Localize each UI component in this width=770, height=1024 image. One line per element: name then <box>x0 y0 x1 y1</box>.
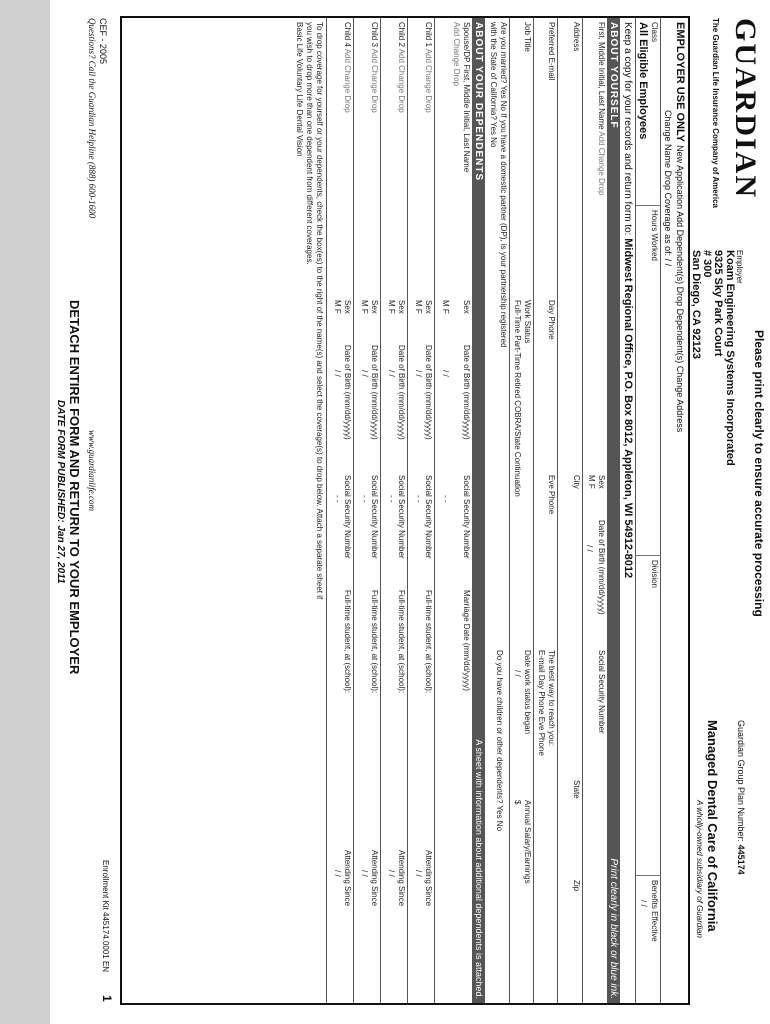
child-3-sex-options[interactable]: M F <box>360 300 369 314</box>
your-name-label: First, Middle Initial, Last Name Add Change Drop <box>597 22 606 196</box>
child-2-row: Child 2 Add Change Drop <box>397 22 406 113</box>
child-1-ssn-value[interactable]: - - <box>414 495 423 503</box>
child-1-sex-options[interactable]: M F <box>414 300 423 314</box>
employer-address-1: 9325 Sky Park Court <box>712 250 724 357</box>
hours-worked-label: Hours Worked <box>650 210 659 261</box>
left-gray-strip <box>0 0 50 1024</box>
spouse-sex-options[interactable]: M F <box>441 300 450 314</box>
spouse-sex-label: Sex <box>462 300 471 314</box>
product-subtitle: A wholly-owned subsidiary of Guardian <box>695 800 704 938</box>
child-2-attending-value[interactable]: / / <box>387 870 396 877</box>
child-1-student[interactable]: Full-time student, at (school): <box>424 590 433 694</box>
child-2-dob-value[interactable]: / / <box>387 370 396 377</box>
child-1-row: Child 1 Add Change Drop <box>424 22 433 113</box>
child-4-dob-value[interactable]: / / <box>333 370 342 377</box>
plan-number-label: Guardian Group Plan Number: 445174 <box>736 720 746 875</box>
employer-use-only: EMPLOYER USE ONLY New Application Add Dependent(s) Drop Dependent(s) Change Address <box>674 22 686 433</box>
employer-use-options-2: Change Name Drop Coverage as of: / / <box>663 110 673 267</box>
spouse-options[interactable]: Add Change Drop <box>452 22 461 87</box>
spouse-ssn-label: Social Security Number <box>462 475 471 559</box>
child-3-row: Child 3 Add Change Drop <box>370 22 379 113</box>
published-date: DATE FORM PUBLISHED: Jan 27, 2011 <box>55 400 66 584</box>
zip-label: Zip <box>572 880 581 892</box>
work-status-label: Work Status <box>523 300 532 344</box>
print-note: Please print clearly to ensure accurate processing <box>752 330 766 617</box>
child-4-student[interactable]: Full-time student, at (school): <box>343 590 352 694</box>
product-name: Managed Dental Care of California <box>705 720 720 932</box>
spouse-dob-value[interactable]: / / <box>441 370 450 377</box>
state-label: State <box>572 780 581 799</box>
dependents-header: ABOUT YOUR DEPENDENTS A sheet with information about additional dependents is attached. <box>472 18 485 1003</box>
best-way-label: The best way to reach you: <box>547 650 556 747</box>
company-name: The Guardian Life Insurance Company of America <box>711 18 720 208</box>
drop-instructions: To drop coverage for yourself or your dependents, check the box(es) to the right of the name(s) and select the coverage(s) to drop below. Attach a separate sheet if <box>315 22 324 600</box>
enrollment-form-page <box>50 0 770 1024</box>
child-3-ssn-label: Social Security Number <box>370 475 379 559</box>
child-2-attending-label: Attending Since <box>397 850 406 907</box>
class-value: All Eligible Employees <box>637 22 649 140</box>
work-status-options[interactable]: Full-Time Part-Time Retired COBRA/State Continuation <box>513 300 522 497</box>
child-3-dob-value[interactable]: / / <box>360 370 369 377</box>
child-4-row: Child 4 Add Change Drop <box>343 22 352 113</box>
divider <box>660 18 661 1003</box>
eve-phone-label: Eve Phone <box>547 475 556 515</box>
child-1-dob-value[interactable]: / / <box>414 370 423 377</box>
your-sex-label: Sex <box>597 475 606 489</box>
child-1-ssn-label: Social Security Number <box>424 475 433 559</box>
salary-label: Annual Salary/Earnings <box>523 800 532 884</box>
job-title-label: Job Title <box>523 22 532 52</box>
child-1-dob-label: Date of Birth (mm/dd/yyyy) <box>424 345 433 440</box>
child-2-sex: Sex <box>397 300 406 314</box>
salary-value[interactable]: $ <box>513 800 522 805</box>
about-yourself-header: ABOUT YOURSELF Print clearly in black or blue ink. <box>607 18 620 1003</box>
employer-name: Koam Engineering Systems Incorporated <box>724 250 736 466</box>
division-label: Division <box>650 560 659 589</box>
best-way-options[interactable]: E-mail Day Phone Eve Phone <box>537 650 546 756</box>
employer-address-2: # 300 <box>701 250 713 278</box>
spouse-dob-label: Date of Birth (mm/dd/yyyy) <box>462 345 471 440</box>
your-dob-value[interactable]: / / <box>585 545 594 552</box>
child-3-ssn-value[interactable]: - - <box>360 495 369 503</box>
form-code: CEF - 2005 <box>98 18 108 65</box>
guardian-logo: GUARDIAN <box>729 18 762 199</box>
helpline: Questions? Call the Guardian Helpline (888) 600-1600 <box>87 18 97 219</box>
employer-address-3: San Diego, CA 92123 <box>690 250 702 360</box>
child-1-attending-value[interactable]: / / <box>414 870 423 877</box>
address-label: Address <box>572 22 581 52</box>
website: www.guardianlife.com <box>87 430 97 511</box>
class-label: Class <box>650 22 659 43</box>
child-2-ssn-label: Social Security Number <box>397 475 406 559</box>
your-sex-options[interactable]: M F <box>587 475 596 489</box>
child-1-sex: Sex <box>424 300 433 314</box>
child-3-dob-label: Date of Birth (mm/dd/yyyy) <box>370 345 379 440</box>
drop-coverage-options[interactable]: Basic Life Voluntary Life Dental Vision <box>295 22 304 157</box>
child-4-sex: Sex <box>343 300 352 314</box>
status-began-label: Date work status began <box>523 650 532 735</box>
child-2-sex-options[interactable]: M F <box>387 300 396 314</box>
email-label: Preferred E-mail <box>547 22 556 81</box>
married-question-2: with the State of California? Yes No <box>489 22 498 148</box>
status-began-value[interactable]: / / <box>513 670 522 677</box>
enrollment-kit-number: Enrollment Kit 445174.0001 EN <box>101 860 110 973</box>
child-3-student[interactable]: Full-time student, at (school): <box>370 590 379 694</box>
married-question: Are you married? Yes No If you have a domestic partner (DP), is your partnership registered <box>499 22 508 348</box>
your-dob-label: Date of Birth (mm/dd/yyyy) <box>597 520 606 615</box>
child-3-attending-value[interactable]: / / <box>360 870 369 877</box>
child-4-sex-options[interactable]: M F <box>333 300 342 314</box>
your-ssn-label: Social Security Number <box>597 650 606 734</box>
children-question: Do you have children or other dependents? Yes No <box>495 650 504 832</box>
day-phone-label: Day Phone <box>547 300 556 340</box>
drop-instructions-2: you wish to drop more than one dependent from different coverages. <box>305 22 314 265</box>
spouse-name-label: Spouse/DP First, Middle Initial, Last Name <box>462 22 471 173</box>
child-2-student[interactable]: Full-time student, at (school): <box>397 590 406 694</box>
child-4-ssn-value[interactable]: - - <box>333 495 342 503</box>
child-4-ssn-label: Social Security Number <box>343 475 352 559</box>
return-to-row: Keep a copy for your records and return form to: Midwest Regional Office, P.O. Box 8012, Appleton, WI 54912-8012 <box>622 22 634 579</box>
child-4-dob-label: Date of Birth (mm/dd/yyyy) <box>343 345 352 440</box>
benefits-effective-value[interactable]: / / <box>639 900 648 907</box>
child-4-attending-value[interactable]: / / <box>333 870 342 877</box>
child-2-ssn-value[interactable]: - - <box>387 495 396 503</box>
child-4-attending-label: Attending Since <box>343 850 352 907</box>
marriage-date-label: Marriage Date (mm/dd/yyyy) <box>462 590 471 691</box>
child-1-attending-label: Attending Since <box>424 850 433 907</box>
spouse-ssn-value[interactable]: - - <box>441 495 450 503</box>
city-label: City <box>572 475 581 489</box>
plan-number: 445174 <box>736 844 746 875</box>
employer-label: Employer <box>735 250 744 284</box>
child-3-sex: Sex <box>370 300 379 314</box>
child-3-attending-label: Attending Since <box>370 850 379 907</box>
child-2-dob-label: Date of Birth (mm/dd/yyyy) <box>397 345 406 440</box>
benefits-effective-label: Benefits Effective <box>650 880 659 942</box>
detach-note: DETACH ENTIRE FORM AND RETURN TO YOUR EMPLOYER <box>67 300 82 675</box>
page-number: 1 <box>100 995 114 1002</box>
